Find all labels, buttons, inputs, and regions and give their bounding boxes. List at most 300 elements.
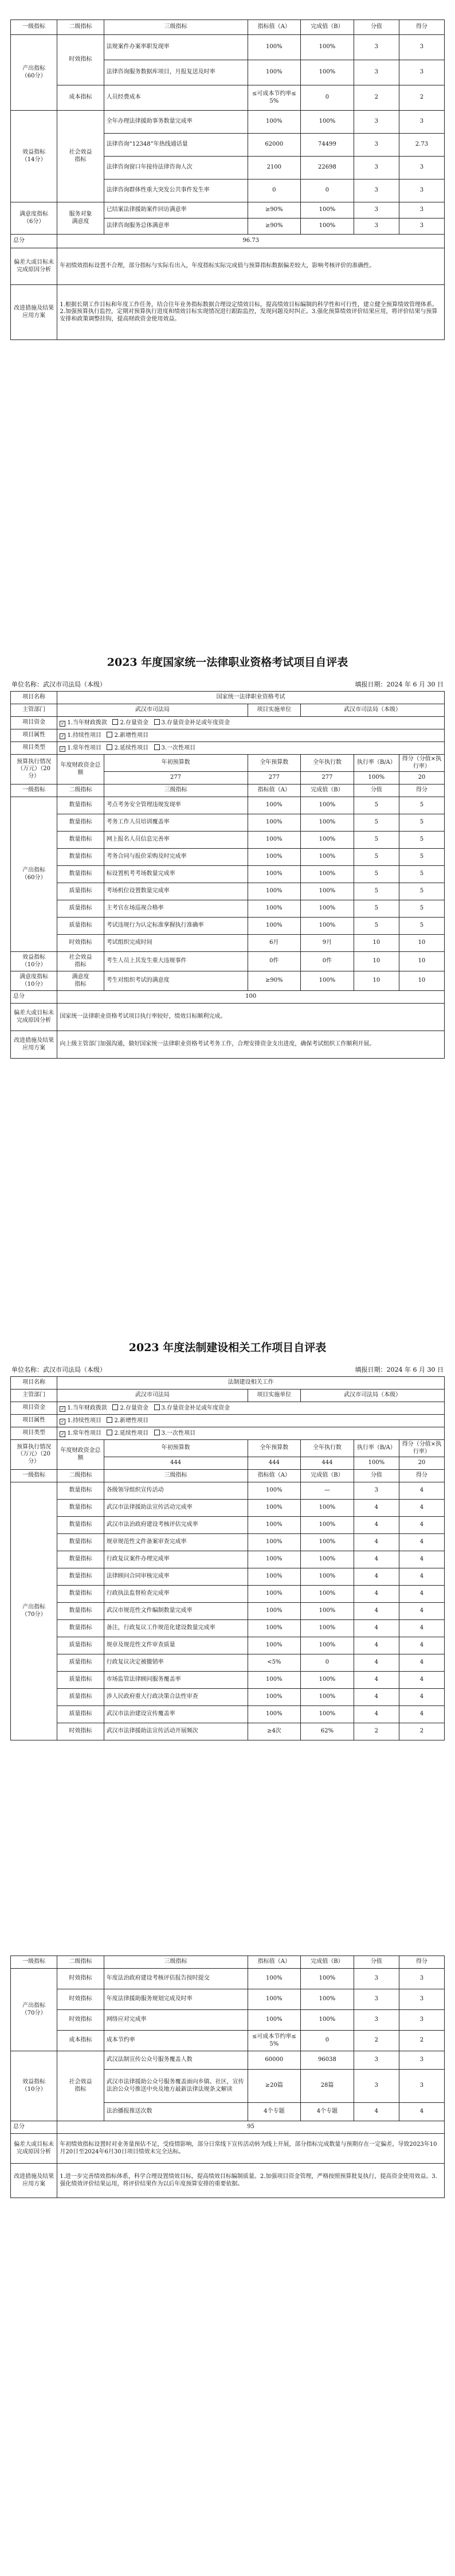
fund-head: 全年执行数 [301, 755, 354, 772]
option-label: 1.常年性项目 [67, 1430, 101, 1437]
deviation-label: 偏差大或目标未完成原因分析 [11, 1004, 57, 1031]
subcategory-cell: 满意度 指标 [57, 971, 104, 991]
score-cell: 3 [399, 1989, 444, 2010]
subcategory-cell: 数量指标 [57, 849, 104, 866]
indicator-cell: 涉人民政府重大行政决策合法性审查 [104, 1689, 248, 1706]
dept-label: 主管部门 [11, 1390, 57, 1402]
target-cell: 100% [248, 1637, 301, 1654]
target-cell: 100% [248, 1603, 301, 1620]
score-cell: 3 [399, 2051, 444, 2070]
indicator-cell: 行政复议决定被撤销率 [104, 1654, 248, 1672]
score-cell: 3 [399, 111, 444, 134]
col-header: 二级指标 [57, 20, 104, 35]
indicator-cell: 武汉市规范性文件编制数量完成率 [104, 1603, 248, 1620]
indicator-cell: 法律咨询群体性重大突发公共事件发生率 [104, 179, 248, 202]
actual-cell: 100% [301, 1586, 354, 1603]
col-header: 分值 [354, 20, 399, 35]
subcategory-cell: 数量指标 [57, 866, 104, 883]
col-header: 得分 [399, 784, 444, 797]
fund-type-options [57, 717, 445, 729]
improve-text: 向上级主管部门加强沟通，做好国家统一法律职业资格考试考务工作，合理安排资金支出进度，确保考试组织工作顺利开展。 [57, 1031, 445, 1059]
target-cell: 100% [248, 814, 301, 832]
deviation-text: 国家统一法律职业资格考试项目执行率较好，绩效目标顺利完成。 [57, 1004, 445, 1031]
subcategory-cell: 数量指标 [57, 1500, 104, 1517]
actual-cell: 100% [301, 60, 354, 85]
target-cell: ≥90% [248, 202, 301, 218]
score-max-cell: 3 [354, 1482, 399, 1500]
col-header: 指标值（A） [248, 784, 301, 797]
indicator-cell: 年度法治政府建设考核评估报告按时提交 [104, 1969, 248, 1989]
improve-label: 改进措施及结果应用方案 [11, 285, 57, 340]
indicator-cell: 各级领导组织宣传活动 [104, 1482, 248, 1500]
indicator-cell: 武汉市法律援助法宣传活动完成率 [104, 1500, 248, 1517]
actual-cell: 100% [301, 1969, 354, 1989]
score-max-cell: 4 [354, 1568, 399, 1586]
kind-options [57, 1427, 445, 1440]
subcategory-cell: 质量指标 [57, 1706, 104, 1723]
subcategory-cell: 数量指标 [57, 814, 104, 832]
score-max-cell: 5 [354, 832, 399, 849]
actual-cell: 100% [301, 1637, 354, 1654]
target-cell: 100% [248, 111, 301, 134]
col-header: 一级指标 [11, 1470, 57, 1482]
subcategory-cell: 时效指标 [57, 2010, 104, 2031]
target-cell: 100% [248, 1551, 301, 1568]
indicator-cell: 考生对组织考试的满意度 [104, 971, 248, 991]
actual-cell: 100% [301, 866, 354, 883]
indicator-cell: 考务工作人员培训覆盖率 [104, 814, 248, 832]
category-cell: 效益指标 （10分） [11, 2051, 57, 2121]
option-label: 2.延续性项目 [114, 1430, 148, 1437]
score-cell: 4 [399, 1500, 444, 1517]
score-max-cell: 10 [354, 952, 399, 971]
option-label: 3.存量资金补足或年度资金 [161, 1404, 230, 1411]
indicator-cell: 规章及规范性文件审查质量 [104, 1637, 248, 1654]
actual-cell: 100% [301, 883, 354, 900]
subcategory-cell: 质量指标 [57, 1689, 104, 1706]
page-2 [0, 654, 455, 1285]
col-header: 得分 [399, 1956, 444, 1969]
actual-cell: 100% [301, 814, 354, 832]
subcategory-cell: 时效指标 [57, 35, 104, 85]
actual-cell: 100% [301, 900, 354, 918]
indicator-cell: 考试违规行为认定标准掌握执行准确率 [104, 918, 248, 935]
project-name: 法制建设相关工作 [57, 1377, 445, 1390]
indicator-cell: 成本节约率 [104, 2031, 248, 2051]
attr-options [57, 1415, 445, 1427]
col-header: 三级指标 [104, 1956, 248, 1969]
indicator-cell: 网上报名人员信息完善率 [104, 832, 248, 849]
col-header: 一级指标 [11, 1956, 57, 1969]
total-label: 总分 [11, 235, 57, 248]
target-cell: ≤可成本节约率≤5% [248, 2031, 301, 2051]
dept-label: 主管部门 [11, 704, 57, 717]
project-name: 国家统一法律职业资格考试 [57, 692, 445, 704]
option-label: 2.存量资金 [120, 1404, 148, 1411]
target-cell: 100% [248, 35, 301, 60]
option-label: 2.延续性项目 [114, 744, 148, 751]
score-cell: 5 [399, 900, 444, 918]
score-cell: 3 [399, 179, 444, 202]
option-label: 2.新增性项目 [114, 1417, 148, 1424]
target-cell: 0 [248, 179, 301, 202]
option-label: 3.存量资金补足或年度资金 [161, 719, 230, 726]
category-cell: 产出指标 （60分） [11, 797, 57, 952]
score-max-cell: 3 [354, 202, 399, 218]
subcategory-cell: 数量指标 [57, 1586, 104, 1603]
score-cell: 3 [399, 35, 444, 60]
actual-cell: 100% [301, 1568, 354, 1586]
indicator-cell: 法律顾问合同审核完成率 [104, 1568, 248, 1586]
unit-name: 武汉市司法局（本级） [43, 1366, 106, 1373]
actual-cell: 100% [301, 1517, 354, 1534]
improve-label: 改进措施及结果应用方案 [11, 1031, 57, 1059]
score-max-cell: 3 [354, 179, 399, 202]
target-cell: 100% [248, 1706, 301, 1723]
score-max-cell: 5 [354, 849, 399, 866]
score-cell: 4 [399, 1517, 444, 1534]
score-max-cell: 10 [354, 971, 399, 991]
score-max-cell: 4 [354, 1654, 399, 1672]
score-max-cell: 3 [354, 2010, 399, 2031]
checkbox [154, 1404, 160, 1410]
score-cell: 2.73 [399, 134, 444, 157]
total-label: 总分 [11, 2121, 57, 2134]
checkbox-checked: ✓ [60, 1418, 65, 1424]
subcategory-cell: 时效指标 [57, 1989, 104, 2010]
col-header: 三级指标 [104, 1470, 248, 1482]
subcategory-cell: 数量指标 [57, 1551, 104, 1568]
score-max-cell: 4 [354, 1603, 399, 1620]
score-cell: 3 [399, 202, 444, 218]
target-cell: 100% [248, 832, 301, 849]
target-cell: 100% [248, 918, 301, 935]
actual-cell: 0 [301, 85, 354, 111]
page-4 [0, 1956, 455, 2569]
target-cell: 2100 [248, 157, 301, 179]
indicator-cell: 考试组织完成时间 [104, 935, 248, 952]
score-max-cell: 3 [354, 35, 399, 60]
target-cell: 100% [248, 1586, 301, 1603]
actual-cell: 100% [301, 849, 354, 866]
actual-cell: 100% [301, 218, 354, 235]
score-cell: 4 [399, 1706, 444, 1723]
checkbox [112, 719, 118, 725]
target-cell: 100% [248, 1517, 301, 1534]
fund-value: 444 [301, 1457, 354, 1470]
col-header: 完成值（B） [301, 1956, 354, 1969]
category-cell: 满意度指标 （10分） [11, 971, 57, 991]
indicator-cell: 网络应对完成率 [104, 2010, 248, 2031]
target-cell: 100% [248, 1689, 301, 1706]
score-max-cell: 4 [354, 1637, 399, 1654]
indicator-cell: 法律咨询服务数据库项目，月报复送及时率 [104, 60, 248, 85]
col-header: 完成值（B） [301, 784, 354, 797]
target-cell: ≥20篇 [248, 2070, 301, 2103]
subcategory-cell: 时效指标 [57, 1969, 104, 1989]
target-cell: ≥90% [248, 218, 301, 235]
col-header: 指标值（A） [248, 1470, 301, 1482]
checkbox [107, 1430, 112, 1435]
indicator-cell: 武汉市法律援助公众号服务覆盖面向乡镇、社区，宣传法治公众号推送中央及地方最新法律法规条文解读 [104, 2070, 248, 2103]
option-label: 1.当年财政拨款 [67, 1404, 107, 1411]
subcategory-cell: 成本指标 [57, 2031, 104, 2051]
subcategory-cell: 数量指标 [57, 1482, 104, 1500]
indicator-cell: 考务合同与报价采购及时完成率 [104, 849, 248, 866]
score-cell: 4 [399, 1534, 444, 1551]
option-label: 1.当年财政拨款 [67, 719, 107, 726]
actual-cell: 4个专题 [301, 2103, 354, 2121]
impl: 武汉市司法局（本级） [301, 704, 445, 717]
actual-cell: 100% [301, 2010, 354, 2031]
score-max-cell: 5 [354, 814, 399, 832]
checkbox [154, 1430, 160, 1435]
score-cell: 10 [399, 971, 444, 991]
p3-output-rows [11, 1482, 445, 1740]
option-label: 1.持续性项目 [67, 732, 101, 739]
year-fund-label: 年度财政资金总额 [57, 1440, 104, 1470]
checkbox-checked: ✓ [60, 733, 65, 739]
actual-cell: 100% [301, 111, 354, 134]
target-cell: 100% [248, 1482, 301, 1500]
improve-text: 1.根据长期工作目标和年度工作任务，结合往年业务指标数据合理设定绩效目标，提高绩效目标编制的科学性和可行性，建立健全预算绩效管理体系。2.加强预算执行监控，定期对预算执行进度和绩效目标实现情况进行跟踪监控，发现问题及时纠正。3.强化预算绩效评价结果应用，将评价结果与预算安排和政策调整挂钩，提高财政资金使用效益。 [57, 285, 445, 340]
fund-value: 20 [399, 1457, 444, 1470]
col-header: 分值 [354, 784, 399, 797]
indicator-cell: 年度法律援助服务规划完成及时率 [104, 1989, 248, 2010]
year-fund-label: 年度财政资金总额 [57, 755, 104, 784]
actual-cell: 0 [301, 1654, 354, 1672]
target-cell: 100% [248, 1969, 301, 1989]
score-cell: 3 [399, 218, 444, 235]
deviation-text: 年初绩效指标设置不合理，部分指标与实际有出入，年度指标实际完成值与预算指标数据偏差较大，影响考核评价的准确性。 [57, 248, 445, 285]
target-cell: 100% [248, 1500, 301, 1517]
score-cell: 3 [399, 2070, 444, 2103]
score-max-cell: 3 [354, 157, 399, 179]
col-header: 分值 [354, 1470, 399, 1482]
actual-cell: 74499 [301, 134, 354, 157]
subcategory-cell: 质量指标 [57, 918, 104, 935]
subcategory-cell: 数量指标 [57, 1603, 104, 1620]
score-max-cell: 4 [354, 1620, 399, 1637]
score-cell: 5 [399, 797, 444, 814]
score-max-cell: 3 [354, 111, 399, 134]
checkbox [154, 744, 160, 750]
category-cell: 效益指标 （10分） [11, 952, 57, 971]
target-cell: 62000 [248, 134, 301, 157]
score-max-cell: 3 [354, 1989, 399, 2010]
subcategory-cell: 数量指标 [57, 1620, 104, 1637]
fund-value: 100% [354, 772, 399, 784]
impl: 武汉市司法局（本级） [301, 1390, 445, 1402]
target-cell: 60000 [248, 2051, 301, 2070]
fund-label: 预算执行情况（万元）（20分） [11, 1440, 57, 1470]
dept: 武汉市司法局 [57, 1390, 248, 1402]
subcategory-cell: 数量指标 [57, 1534, 104, 1551]
subcategory-cell: 数量指标 [57, 1517, 104, 1534]
score-cell: 5 [399, 849, 444, 866]
impl-label: 项目实施单位 [248, 704, 301, 717]
score-max-cell: 5 [354, 900, 399, 918]
target-cell: 100% [248, 1534, 301, 1551]
score-max-cell: 4 [354, 1586, 399, 1603]
indicator-cell: 武汉市法治建设宣传覆盖率 [104, 1706, 248, 1723]
target-cell: ≥4次 [248, 1723, 301, 1740]
fund-head: 年初预算数 [104, 1440, 248, 1457]
score-cell: 10 [399, 935, 444, 952]
unit-name: 武汉市司法局（本级） [43, 681, 106, 688]
actual-cell: 100% [301, 832, 354, 849]
indicator-cell: 武汉市法律援助法宣传活动开展频次 [104, 1723, 248, 1740]
target-cell: 100% [248, 866, 301, 883]
checkbox-checked: ✓ [60, 746, 65, 751]
page-3 [0, 1339, 455, 1913]
p1-table [10, 19, 445, 340]
fund-head: 得分（分值×执行率） [399, 755, 444, 772]
target-cell: 0件 [248, 952, 301, 971]
fill-date: 填报日期：2024 年 6 月 30 日 [355, 1366, 444, 1373]
score-cell: 3 [399, 157, 444, 179]
subcategory-cell: 质量指标 [57, 1637, 104, 1654]
fund-type-label: 项目资金 [11, 717, 57, 729]
score-max-cell: 4 [354, 1517, 399, 1534]
indicator-cell: 考点考务安全管理违规发现率 [104, 797, 248, 814]
actual-cell: 100% [301, 797, 354, 814]
score-max-cell: 5 [354, 883, 399, 900]
score-cell: 4 [399, 1689, 444, 1706]
indicator-cell: 备注，行政复议工作规范化建设数量完成率 [104, 1620, 248, 1637]
actual-cell: 100% [301, 1500, 354, 1517]
score-max-cell: 4 [354, 1706, 399, 1723]
indicator-cell: 考场机位设置数量完成率 [104, 883, 248, 900]
score-cell: 5 [399, 918, 444, 935]
target-cell: 100% [248, 797, 301, 814]
fund-head: 执行率（B/A） [354, 1440, 399, 1457]
target-cell: 100% [248, 2010, 301, 2031]
score-max-cell: 5 [354, 918, 399, 935]
score-cell: 2 [399, 2031, 444, 2051]
p2-table [10, 691, 445, 1059]
indicator-cell: 法治播报推送次数 [104, 2103, 248, 2121]
total-value: 96.73 [57, 235, 445, 248]
actual-cell: 100% [301, 202, 354, 218]
actual-cell: — [301, 1482, 354, 1500]
col-header: 指标值（A） [248, 20, 301, 35]
actual-cell: 9月 [301, 935, 354, 952]
fund-head: 执行率（B/A） [354, 755, 399, 772]
p3-table [10, 1376, 445, 1740]
actual-cell: 100% [301, 971, 354, 991]
score-max-cell: 4 [354, 1551, 399, 1568]
subcategory-cell: 质量指标 [57, 883, 104, 900]
score-max-cell: 2 [354, 1723, 399, 1740]
indicator-cell: 市场监管法律顾问服务覆盖率 [104, 1672, 248, 1689]
fund-label: 预算执行情况（万元）（20分） [11, 755, 57, 784]
project-name-label: 项目名称 [11, 692, 57, 704]
fund-head: 年初预算数 [104, 755, 248, 772]
subcategory-cell: 时效指标 [57, 935, 104, 952]
fill-date: 填报日期：2024 年 6 月 30 日 [355, 681, 444, 688]
score-max-cell: 4 [354, 1672, 399, 1689]
subcategory-cell: 数量指标 [57, 797, 104, 814]
actual-cell: 100% [301, 1620, 354, 1637]
indicator-cell: 主考官在场巡视合格率 [104, 900, 248, 918]
indicator-cell: 武汉法制宣传公众号服务覆盖人数 [104, 2051, 248, 2070]
subcategory-cell: 社会效益 指标 [57, 952, 104, 971]
actual-cell: 100% [301, 35, 354, 60]
actual-cell: 100% [301, 1689, 354, 1706]
attr-options [57, 729, 445, 742]
actual-cell: 96038 [301, 2051, 354, 2070]
actual-cell: 100% [301, 1534, 354, 1551]
indicator-cell: 考生人员上其发生重大违规事件 [104, 952, 248, 971]
score-cell: 5 [399, 866, 444, 883]
target-cell: 100% [248, 60, 301, 85]
total-value: 95 [57, 2121, 445, 2134]
target-cell: 100% [248, 1989, 301, 2010]
score-max-cell: 10 [354, 935, 399, 952]
category-cell: 产出指标 （60分） [11, 35, 57, 111]
subcategory-cell: 质量指标 [57, 1654, 104, 1672]
indicator-cell: 法律咨询服务总体满意率 [104, 218, 248, 235]
target-cell: 6月 [248, 935, 301, 952]
score-cell: 2 [399, 85, 444, 111]
subcategory-cell: 质量指标 [57, 1672, 104, 1689]
score-cell: 4 [399, 1568, 444, 1586]
fund-value: 277 [248, 772, 301, 784]
kind-label: 项目类型 [11, 1427, 57, 1440]
score-max-cell: 4 [354, 1689, 399, 1706]
col-header: 三级指标 [104, 784, 248, 797]
improve-text: 1.进一步完善绩效指标体系，科学合理设置绩效目标，提高绩效目标编制质量。2.加强项目资金管理，严格按照预算批复执行，提高资金使用效益。3.强化绩效评价结果运用，将评价结果作为以后年度预算安排的重要依据。 [57, 2164, 445, 2198]
checkbox [154, 719, 160, 725]
subcategory-cell: 社会效益 指标 [57, 2051, 104, 2121]
score-max-cell: 3 [354, 218, 399, 235]
fund-type-label: 项目资金 [11, 1402, 57, 1415]
col-header: 二级指标 [57, 784, 104, 797]
fund-value: 444 [104, 1457, 248, 1470]
actual-cell: 100% [301, 1672, 354, 1689]
score-cell: 4 [399, 1551, 444, 1568]
page-1 [0, 0, 455, 608]
page-title: 2023 年度法制建设相关工作项目自评表 [128, 1341, 327, 1354]
actual-cell: 100% [301, 1989, 354, 2010]
score-cell: 10 [399, 952, 444, 971]
score-cell: 4 [399, 1620, 444, 1637]
fund-value: 277 [104, 772, 248, 784]
col-header: 得分 [399, 1470, 444, 1482]
indicator-cell: 法律咨询窗口年接待法律咨询人次 [104, 157, 248, 179]
col-header: 完成值（B） [301, 20, 354, 35]
score-max-cell: 3 [354, 1969, 399, 1989]
indicator-cell: 法规案件办案率职发现率 [104, 35, 248, 60]
dept: 武汉市司法局 [57, 704, 248, 717]
attr-label: 项目属性 [11, 729, 57, 742]
option-label: 1.持续性项目 [67, 1417, 101, 1424]
target-cell: ≥90% [248, 971, 301, 991]
indicator-cell: 已结案法律援助案件回访满意率 [104, 202, 248, 218]
fund-value: 20 [399, 772, 444, 784]
indicator-cell: 法律咨询“12348”年热线通话量 [104, 134, 248, 157]
score-max-cell: 4 [354, 2103, 399, 2121]
indicator-cell: 武汉市法治政府建设考核评估完成率 [104, 1517, 248, 1534]
checkbox [107, 732, 112, 737]
p4-effect-rows [11, 2051, 445, 2121]
attr-label: 项目属性 [11, 1415, 57, 1427]
kind-options [57, 742, 445, 755]
option-label: 3.一次性项目 [161, 744, 196, 751]
subcategory-cell: 数量指标 [57, 1568, 104, 1586]
score-cell: 4 [399, 1586, 444, 1603]
